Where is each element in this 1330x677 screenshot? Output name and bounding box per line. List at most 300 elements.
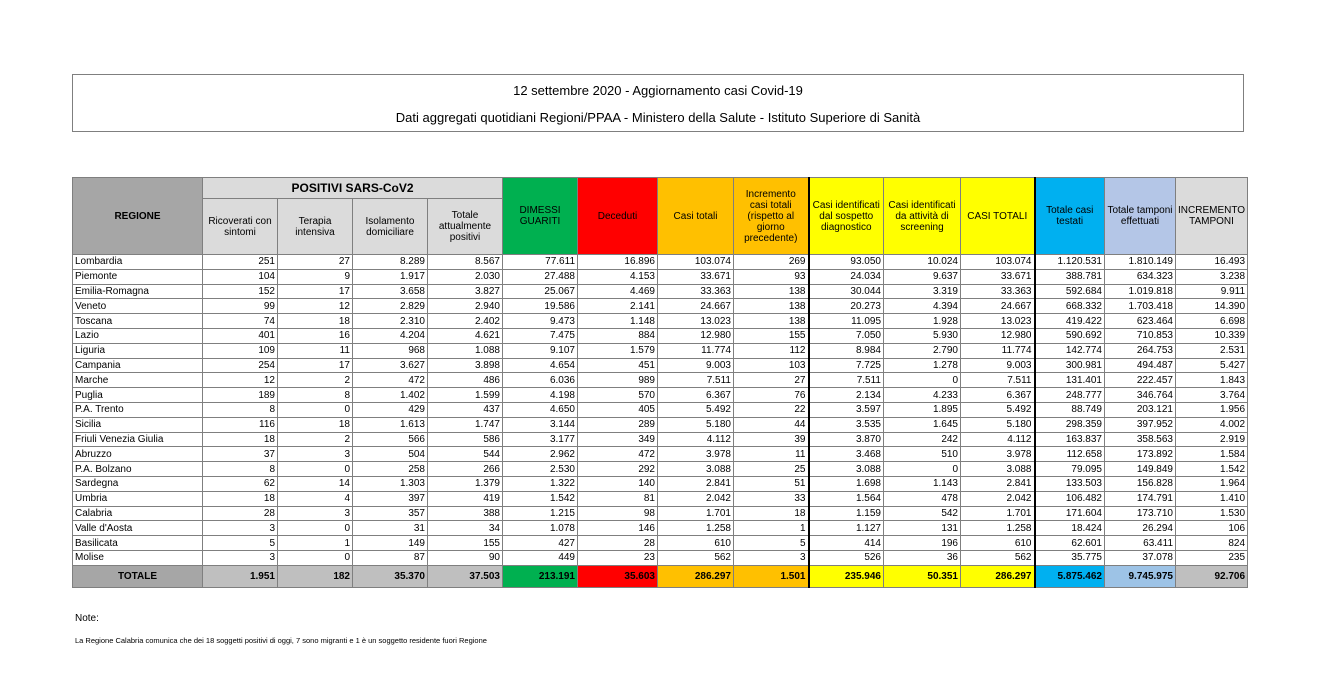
table-cell: 131.401 — [1035, 373, 1105, 388]
table-cell: 5.427 — [1176, 358, 1248, 373]
table-cell: 8.984 — [809, 343, 884, 358]
table-row — [73, 476, 1248, 491]
table-cell: 1.843 — [1176, 373, 1248, 388]
table-cell: 9.637 — [884, 269, 961, 284]
table-cell: 155 — [428, 536, 503, 551]
table-cell: 33.363 — [961, 284, 1035, 299]
table-cell: 610 — [658, 536, 734, 551]
table-row — [73, 269, 1248, 284]
table-cell: 37.078 — [1105, 550, 1176, 565]
total-cell: 35.370 — [353, 565, 428, 587]
table-cell: 264.753 — [1105, 343, 1176, 358]
table-cell: 2.790 — [884, 343, 961, 358]
table-cell: 131 — [884, 521, 961, 536]
table-cell: 33.671 — [961, 269, 1035, 284]
table-cell: 2.402 — [428, 314, 503, 329]
table-cell: 7.725 — [809, 358, 884, 373]
region-name: Valle d'Aosta — [73, 521, 203, 536]
table-cell: 414 — [809, 536, 884, 551]
table-cell: 3.870 — [809, 432, 884, 447]
table-cell: 106.482 — [1035, 491, 1105, 506]
table-row — [73, 284, 1248, 299]
region-name: P.A. Bolzano — [73, 462, 203, 477]
total-cell: 37.503 — [428, 565, 503, 587]
header-incremento-casi: Incremento casi totali (rispetto al giorno precedente) — [734, 178, 809, 255]
table-cell: 3.088 — [658, 462, 734, 477]
table-cell: 1.613 — [353, 417, 428, 432]
table-cell: 31 — [353, 521, 428, 536]
table-cell: 62 — [203, 476, 278, 491]
table-cell: 1.530 — [1176, 506, 1248, 521]
table-cell: 2.530 — [503, 462, 578, 477]
table-cell: 8 — [203, 462, 278, 477]
header-ricoverati: Ricoverati con sintomi — [203, 199, 278, 255]
table-cell: 4.469 — [578, 284, 658, 299]
table-cell: 623.464 — [1105, 314, 1176, 329]
region-name: Puglia — [73, 388, 203, 403]
table-cell: 1.019.818 — [1105, 284, 1176, 299]
table-cell: 196 — [884, 536, 961, 551]
table-cell: 251 — [203, 255, 278, 270]
table-cell: 1.564 — [809, 491, 884, 506]
table-cell: 1.143 — [884, 476, 961, 491]
table-cell: 37 — [203, 447, 278, 462]
table-cell: 3.319 — [884, 284, 961, 299]
table-cell: 17 — [278, 284, 353, 299]
table-cell: 590.692 — [1035, 328, 1105, 343]
region-name: Campania — [73, 358, 203, 373]
table-cell: 7.050 — [809, 328, 884, 343]
table-row — [73, 536, 1248, 551]
table-cell: 33.671 — [658, 269, 734, 284]
table-cell: 24.667 — [658, 299, 734, 314]
table-cell: 156.828 — [1105, 476, 1176, 491]
table-cell: 7.511 — [809, 373, 884, 388]
table-cell: 149.849 — [1105, 462, 1176, 477]
table-cell: 2.134 — [809, 388, 884, 403]
table-cell: 34 — [428, 521, 503, 536]
region-name: Veneto — [73, 299, 203, 314]
table-cell: 3.658 — [353, 284, 428, 299]
table-cell: 1.703.418 — [1105, 299, 1176, 314]
table-cell: 5.930 — [884, 328, 961, 343]
table-cell: 989 — [578, 373, 658, 388]
table-cell: 174.791 — [1105, 491, 1176, 506]
header-totale-positivi: Totale attualmente positivi — [428, 199, 503, 255]
table-cell: 2.841 — [961, 476, 1035, 491]
table-row — [73, 521, 1248, 536]
table-cell: 668.332 — [1035, 299, 1105, 314]
table-cell: 1.322 — [503, 476, 578, 491]
table-cell: 258 — [353, 462, 428, 477]
table-cell: 1.078 — [503, 521, 578, 536]
table-cell: 437 — [428, 402, 503, 417]
table-cell: 4.394 — [884, 299, 961, 314]
table-cell: 138 — [734, 284, 809, 299]
total-cell: 92.706 — [1176, 565, 1248, 587]
table-cell: 884 — [578, 328, 658, 343]
table-cell: 9.003 — [961, 358, 1035, 373]
table-cell: 5.492 — [658, 402, 734, 417]
table-cell: 0 — [884, 462, 961, 477]
header-totale-tamponi: Totale tamponi effettuati — [1105, 178, 1176, 255]
table-cell: 112.658 — [1035, 447, 1105, 462]
table-cell: 1.542 — [503, 491, 578, 506]
table-cell: 710.853 — [1105, 328, 1176, 343]
table-cell: 542 — [884, 506, 961, 521]
table-cell: 1.698 — [809, 476, 884, 491]
table-cell: 20.273 — [809, 299, 884, 314]
table-cell: 292 — [578, 462, 658, 477]
table-cell: 1.599 — [428, 388, 503, 403]
table-cell: 4.198 — [503, 388, 578, 403]
table-cell: 9.473 — [503, 314, 578, 329]
table-cell: 8.567 — [428, 255, 503, 270]
table-cell: 472 — [578, 447, 658, 462]
table-cell: 427 — [503, 536, 578, 551]
table-cell: 3.627 — [353, 358, 428, 373]
table-cell: 1.258 — [961, 521, 1035, 536]
table-cell: 4.650 — [503, 402, 578, 417]
table-cell: 235 — [1176, 550, 1248, 565]
table-cell: 90 — [428, 550, 503, 565]
table-cell: 103.074 — [658, 255, 734, 270]
table-cell: 3.898 — [428, 358, 503, 373]
table-cell: 4.002 — [1176, 417, 1248, 432]
table-cell: 388 — [428, 506, 503, 521]
table-cell: 510 — [884, 447, 961, 462]
table-cell: 3.535 — [809, 417, 884, 432]
table-cell: 0 — [884, 373, 961, 388]
report-subtitle: Dati aggregati quotidiani Regioni/PPAA - Ministero della Salute - Istituto Superiore di Sanità — [395, 110, 921, 125]
table-cell: 7.475 — [503, 328, 578, 343]
table-cell: 18.424 — [1035, 521, 1105, 536]
table-cell: 1.258 — [658, 521, 734, 536]
table-cell: 0 — [278, 521, 353, 536]
table-cell: 4.112 — [658, 432, 734, 447]
table-cell: 1.964 — [1176, 476, 1248, 491]
header-incremento-tamponi: INCREMENTO TAMPONI — [1176, 178, 1248, 255]
table-cell: 242 — [884, 432, 961, 447]
table-row — [73, 373, 1248, 388]
table-cell: 634.323 — [1105, 269, 1176, 284]
table-row — [73, 447, 1248, 462]
table-cell: 544 — [428, 447, 503, 462]
header-casi-sospetto-diagnostico: Casi identificati dal sospetto diagnostico — [809, 178, 884, 255]
table-cell: 5 — [203, 536, 278, 551]
table-cell: 349 — [578, 432, 658, 447]
region-name: Friuli Venezia Giulia — [73, 432, 203, 447]
table-cell: 2.962 — [503, 447, 578, 462]
table-cell: 116 — [203, 417, 278, 432]
region-name: Toscana — [73, 314, 203, 329]
table-cell: 77.611 — [503, 255, 578, 270]
table-cell: 142.774 — [1035, 343, 1105, 358]
table-row — [73, 358, 1248, 373]
table-cell: 81 — [578, 491, 658, 506]
table-cell: 2.829 — [353, 299, 428, 314]
total-cell: 9.745.975 — [1105, 565, 1176, 587]
region-name: Abruzzo — [73, 447, 203, 462]
table-cell: 570 — [578, 388, 658, 403]
table-cell: 2.310 — [353, 314, 428, 329]
table-cell: 18 — [278, 314, 353, 329]
table-cell: 25.067 — [503, 284, 578, 299]
table-cell: 449 — [503, 550, 578, 565]
table-cell: 18 — [278, 417, 353, 432]
total-cell: 1.951 — [203, 565, 278, 587]
table-cell: 6.367 — [658, 388, 734, 403]
table-cell: 248.777 — [1035, 388, 1105, 403]
table-cell: 3.088 — [961, 462, 1035, 477]
table-cell: 11.774 — [658, 343, 734, 358]
table-cell: 478 — [884, 491, 961, 506]
table-cell: 155 — [734, 328, 809, 343]
table-cell: 16.493 — [1176, 255, 1248, 270]
table-cell: 27.488 — [503, 269, 578, 284]
table-cell: 968 — [353, 343, 428, 358]
table-cell: 1.810.149 — [1105, 255, 1176, 270]
table-cell: 12.980 — [961, 328, 1035, 343]
total-cell: 1.501 — [734, 565, 809, 587]
table-cell: 149 — [353, 536, 428, 551]
table-cell: 19.586 — [503, 299, 578, 314]
table-cell: 36 — [884, 550, 961, 565]
notes-text: La Regione Calabria comunica che dei 18 soggetti positivi di oggi, 7 sono migranti e 1 è un soggetto residente fuori Regione — [75, 636, 487, 645]
table-cell: 2.841 — [658, 476, 734, 491]
table-cell: 4.112 — [961, 432, 1035, 447]
table-cell: 222.457 — [1105, 373, 1176, 388]
table-cell: 203.121 — [1105, 402, 1176, 417]
total-cell: 235.946 — [809, 565, 884, 587]
table-cell: 112 — [734, 343, 809, 358]
table-cell: 133.503 — [1035, 476, 1105, 491]
table-cell: 1.928 — [884, 314, 961, 329]
table-cell: 11 — [278, 343, 353, 358]
notes-label: Note: — [75, 613, 99, 624]
table-cell: 1.956 — [1176, 402, 1248, 417]
table-cell: 7.511 — [658, 373, 734, 388]
table-cell: 1.120.531 — [1035, 255, 1105, 270]
table-cell: 419 — [428, 491, 503, 506]
table-cell: 358.563 — [1105, 432, 1176, 447]
table-row — [73, 462, 1248, 477]
table-row — [73, 402, 1248, 417]
region-name: Sardegna — [73, 476, 203, 491]
table-cell: 3.177 — [503, 432, 578, 447]
table-cell: 1.127 — [809, 521, 884, 536]
table-row — [73, 343, 1248, 358]
table-cell: 4.204 — [353, 328, 428, 343]
table-cell: 1.088 — [428, 343, 503, 358]
table-cell: 16.896 — [578, 255, 658, 270]
table-cell: 25 — [734, 462, 809, 477]
table-cell: 26.294 — [1105, 521, 1176, 536]
table-row — [73, 491, 1248, 506]
region-name: Sicilia — [73, 417, 203, 432]
table-cell: 486 — [428, 373, 503, 388]
table-row — [73, 506, 1248, 521]
table-cell: 3 — [203, 521, 278, 536]
region-name: Calabria — [73, 506, 203, 521]
table-cell: 171.604 — [1035, 506, 1105, 521]
table-cell: 562 — [961, 550, 1035, 565]
table-row — [73, 432, 1248, 447]
region-name: P.A. Trento — [73, 402, 203, 417]
table-cell: 104 — [203, 269, 278, 284]
table-cell: 6.036 — [503, 373, 578, 388]
table-cell: 1.645 — [884, 417, 961, 432]
header-positivi-group: POSITIVI SARS-CoV2 — [203, 178, 503, 199]
table-row — [73, 328, 1248, 343]
table-cell: 44 — [734, 417, 809, 432]
table-cell: 1.410 — [1176, 491, 1248, 506]
table-row — [73, 299, 1248, 314]
table-cell: 9 — [278, 269, 353, 284]
covid-data-table — [72, 177, 1248, 588]
table-cell: 388.781 — [1035, 269, 1105, 284]
table-cell: 1.303 — [353, 476, 428, 491]
table-cell: 103.074 — [961, 255, 1035, 270]
table-cell: 2.531 — [1176, 343, 1248, 358]
table-cell: 4.153 — [578, 269, 658, 284]
region-name: Lazio — [73, 328, 203, 343]
table-cell: 0 — [278, 462, 353, 477]
table-cell: 346.764 — [1105, 388, 1176, 403]
total-cell: 182 — [278, 565, 353, 587]
table-cell: 14.390 — [1176, 299, 1248, 314]
table-cell: 566 — [353, 432, 428, 447]
table-cell: 51 — [734, 476, 809, 491]
table-cell: 9.003 — [658, 358, 734, 373]
total-row — [73, 565, 1248, 587]
table-cell: 4.654 — [503, 358, 578, 373]
table-row — [73, 314, 1248, 329]
table-cell: 152 — [203, 284, 278, 299]
table-cell: 451 — [578, 358, 658, 373]
table-cell: 0 — [278, 402, 353, 417]
table-cell: 397 — [353, 491, 428, 506]
report-title-box — [72, 74, 1244, 132]
table-cell: 8 — [203, 402, 278, 417]
table-cell: 610 — [961, 536, 1035, 551]
table-cell: 12 — [203, 373, 278, 388]
table-cell: 1.379 — [428, 476, 503, 491]
table-cell: 16 — [278, 328, 353, 343]
table-cell: 39 — [734, 432, 809, 447]
table-cell: 24.034 — [809, 269, 884, 284]
table-cell: 357 — [353, 506, 428, 521]
table-cell: 401 — [203, 328, 278, 343]
header-regione: REGIONE — [73, 178, 203, 255]
table-cell: 18 — [203, 432, 278, 447]
table-cell: 99 — [203, 299, 278, 314]
table-cell: 109 — [203, 343, 278, 358]
region-name: Lombardia — [73, 255, 203, 270]
table-cell: 163.837 — [1035, 432, 1105, 447]
table-cell: 6.367 — [961, 388, 1035, 403]
table-cell: 1.701 — [658, 506, 734, 521]
table-row — [73, 255, 1248, 270]
table-cell: 266 — [428, 462, 503, 477]
total-cell: 5.875.462 — [1035, 565, 1105, 587]
table-cell: 98 — [578, 506, 658, 521]
table-cell: 6.698 — [1176, 314, 1248, 329]
table-cell: 2.042 — [658, 491, 734, 506]
table-cell: 17 — [278, 358, 353, 373]
table-cell: 14 — [278, 476, 353, 491]
table-cell: 33.363 — [658, 284, 734, 299]
table-cell: 3.978 — [961, 447, 1035, 462]
table-cell: 28 — [203, 506, 278, 521]
table-cell: 63.411 — [1105, 536, 1176, 551]
table-cell: 9.911 — [1176, 284, 1248, 299]
table-cell: 3.764 — [1176, 388, 1248, 403]
region-name: Piemonte — [73, 269, 203, 284]
table-cell: 1.148 — [578, 314, 658, 329]
region-name: Basilicata — [73, 536, 203, 551]
table-cell: 9.107 — [503, 343, 578, 358]
table-cell: 173.710 — [1105, 506, 1176, 521]
total-label: TOTALE — [73, 565, 203, 587]
region-name: Liguria — [73, 343, 203, 358]
table-cell: 4.621 — [428, 328, 503, 343]
total-cell: 35.603 — [578, 565, 658, 587]
table-cell: 1.542 — [1176, 462, 1248, 477]
table-cell: 3 — [203, 550, 278, 565]
table-cell: 2 — [278, 432, 353, 447]
table-cell: 1.579 — [578, 343, 658, 358]
table-cell: 254 — [203, 358, 278, 373]
table-cell: 13.023 — [658, 314, 734, 329]
table-cell: 3.238 — [1176, 269, 1248, 284]
table-cell: 18 — [203, 491, 278, 506]
table-cell: 27 — [278, 255, 353, 270]
table-cell: 2.042 — [961, 491, 1035, 506]
table-cell: 11.774 — [961, 343, 1035, 358]
region-name: Molise — [73, 550, 203, 565]
total-cell: 213.191 — [503, 565, 578, 587]
table-cell: 62.601 — [1035, 536, 1105, 551]
table-cell: 405 — [578, 402, 658, 417]
table-cell: 22 — [734, 402, 809, 417]
table-cell: 1 — [278, 536, 353, 551]
table-cell: 11.095 — [809, 314, 884, 329]
table-cell: 1.402 — [353, 388, 428, 403]
table-cell: 2.919 — [1176, 432, 1248, 447]
region-name: Marche — [73, 373, 203, 388]
table-cell: 3.088 — [809, 462, 884, 477]
header-terapia-intensiva: Terapia intensiva — [278, 199, 353, 255]
table-cell: 30.044 — [809, 284, 884, 299]
table-cell: 586 — [428, 432, 503, 447]
table-cell: 2.141 — [578, 299, 658, 314]
table-cell: 28 — [578, 536, 658, 551]
table-cell: 3.978 — [658, 447, 734, 462]
table-cell: 1.159 — [809, 506, 884, 521]
header-casi-totali: Casi totali — [658, 178, 734, 255]
table-cell: 298.359 — [1035, 417, 1105, 432]
table-cell: 4.233 — [884, 388, 961, 403]
table-cell: 3 — [278, 447, 353, 462]
table-cell: 429 — [353, 402, 428, 417]
table-cell: 23 — [578, 550, 658, 565]
table-cell: 10.024 — [884, 255, 961, 270]
table-cell: 35.775 — [1035, 550, 1105, 565]
table-cell: 397.952 — [1105, 417, 1176, 432]
region-name: Emilia-Romagna — [73, 284, 203, 299]
table-cell: 5 — [734, 536, 809, 551]
